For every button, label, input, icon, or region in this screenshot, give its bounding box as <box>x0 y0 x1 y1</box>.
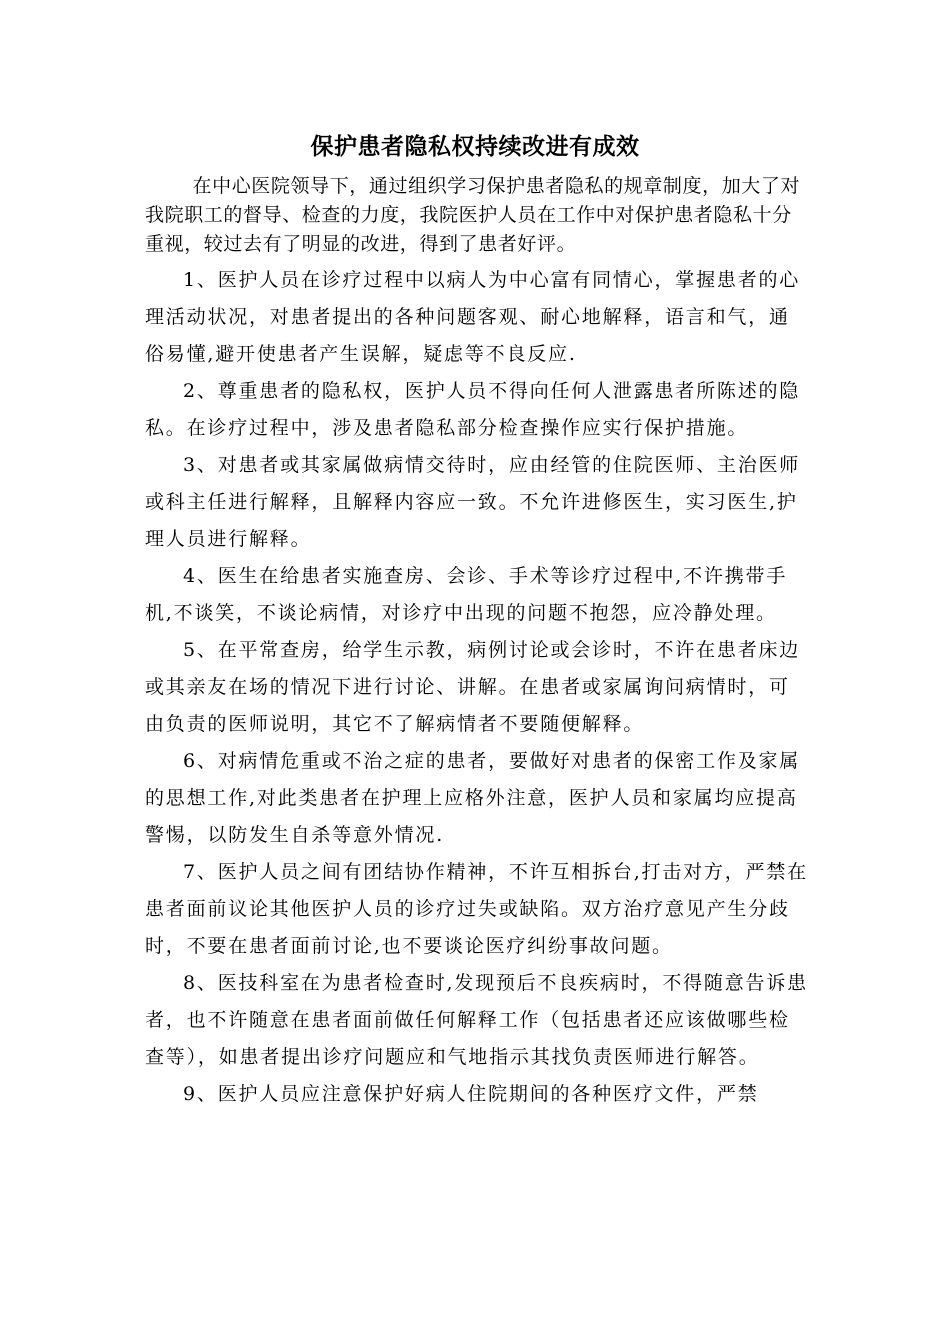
rule-item-5: 5、在平常查房，给学生示教，病例讨论或会诊时，不许在患者床边或其亲友在场的情况下进行讨论、讲解。在患者或家属询问病情时，可由负责的医师说明，其它不了解病情者不要随便解释。 <box>145 639 801 735</box>
document-title: 保护患者隐私权持续改进有成效 <box>310 134 640 160</box>
rule-list <box>145 262 810 1113</box>
rule-item-7: 7、医护人员之间有团结协作精神，不许互相拆台,打击对方，严禁在患者面前议论其他医护人员的诊疗过失或缺陷。双方治疗意见产生分歧时，不要在患者面前讨论,也不要谈论医疗纠纷事故问题。 <box>145 861 808 957</box>
rule-item-1: 1、医护人员在诊疗过程中以病人为中心富有同情心，掌握患者的心理活动状况，对患者提出的各种问题客观、耐心地解释，语言和气，通俗易懂,避开使患者产生误解，疑虑等不良反应. <box>145 269 801 365</box>
rule-item-3: 3、对患者或其家属做病情交待时，应由经管的住院医师、主治医师或科主任进行解释，且解释内容应一致。不允许进修医生，实习医生,护理人员进行解释。 <box>145 454 801 550</box>
rule-item-2: 2、尊重患者的隐私权，医护人员不得向任何人泄露患者所陈述的隐私。在诊疗过程中，涉及患者隐私部分检查操作应实行保护措施。 <box>145 380 801 439</box>
rule-item-4: 4、医生在给患者实施查房、会诊、手术等诊疗过程中,不许携带手机,不谈笑，不谈论病情，对诊疗中出现的问题不抱怨，应冷静处理。 <box>145 565 788 624</box>
intro-paragraph: 在中心医院领导下，通过组织学习保护患者隐私的规章制度，加大了对我院职工的督导、检查的力度，我院医护人员在工作中对保护患者隐私十分重视，较过去有了明显的改进，得到了患者好评。 <box>145 175 801 255</box>
rule-item-6: 6、对病情危重或不治之症的患者，要做好对患者的保密工作及家属的思想工作,对此类患者在护理上应格外注意，医护人员和家属均应提高警惕，以防发生自杀等意外情况. <box>145 750 801 846</box>
rule-item-9: 9、医护人员应注意保护好病人住院期间的各种医疗文件，严禁 <box>183 1083 759 1105</box>
rule-item-8: 8、医技科室在为患者检查时,发现预后不良疾病时，不得随意告诉患者，也不许随意在患者面前做任何解释工作（包括患者还应该做哪些检查等），如患者提出诊疗问题应和气地指示其找负责医师进行解答。 <box>145 972 808 1068</box>
